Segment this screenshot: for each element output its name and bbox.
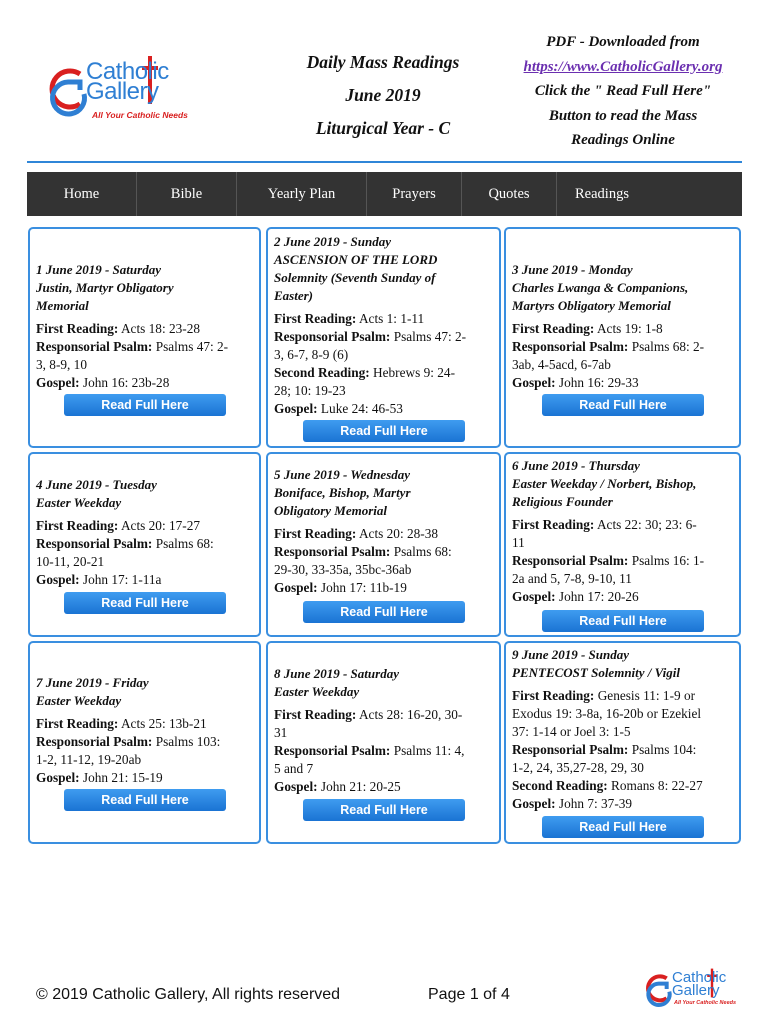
reading-reference: Acts 25: 13b-21: [120, 716, 207, 731]
reading-label: Responsorial Psalm:: [274, 743, 391, 758]
reading-line: [274, 382, 495, 400]
reading-label: First Reading:: [36, 716, 119, 731]
document-title: [268, 46, 498, 145]
reading-label: Gospel:: [36, 770, 80, 785]
footer-page-number: Page 1 of 4: [428, 986, 510, 1003]
reading-reference: Genesis 11: 1-9 or: [597, 688, 696, 703]
reading-line: [512, 687, 735, 705]
reading-line: [274, 346, 495, 364]
reading-line: [512, 570, 735, 588]
footer-copyright: © 2019 Catholic Gallery, All rights reserved: [36, 986, 341, 1003]
card-feast-title: ASCENSION OF THE LORD: [274, 252, 438, 267]
reading-label: Responsorial Psalm:: [512, 553, 629, 568]
card-feast: Memorial: [36, 298, 89, 313]
reading-reference: 29-30, 33-35a, 35bc-36ab: [274, 562, 412, 577]
card-date: 9 June 2019 - Sunday: [512, 647, 630, 662]
reading-reference: Psalms 68: 2-: [631, 339, 705, 354]
reading-line: [512, 759, 735, 777]
reading-label: Responsorial Psalm:: [512, 339, 629, 354]
read-full-here-button[interactable]: Read Full Here: [64, 789, 226, 811]
reading-label: Responsorial Psalm:: [36, 536, 153, 551]
card-date: 7 June 2019 - Friday: [36, 675, 149, 690]
reading-line: [36, 535, 255, 553]
reading-label: Responsorial Psalm:: [36, 734, 153, 749]
reading-label: Gospel:: [36, 375, 80, 390]
reading-reference: 31: [274, 725, 288, 740]
reading-label: Responsorial Psalm:: [36, 339, 153, 354]
card-feast: Boniface, Bishop, Martyr: [274, 485, 411, 500]
reading-line: [274, 543, 495, 561]
reading-reference: Psalms 11: 4,: [393, 743, 465, 758]
card-date: 3 June 2019 - Monday: [512, 262, 633, 277]
reading-label: Responsorial Psalm:: [274, 544, 391, 559]
reading-label: Gospel:: [274, 779, 318, 794]
nav-item-quotes[interactable]: Quotes: [462, 172, 557, 216]
nav-item-bible[interactable]: Bible: [137, 172, 237, 216]
card-date: 1 June 2019 - Saturday: [36, 262, 161, 277]
card-feast: Martyrs Obligatory Memorial: [512, 298, 671, 313]
reading-line: [512, 777, 735, 795]
footer-logo-tagline: All Your Catholic Needs: [674, 1000, 737, 1006]
reading-reference: 5 and 7: [274, 761, 314, 776]
reading-reference: Exodus 19: 3-8a, 16-20b or Ezekiel: [512, 706, 702, 721]
reading-reference: 3, 8-9, 10: [36, 357, 87, 372]
reading-reference: 3, 6-7, 8-9 (6): [274, 347, 349, 362]
reading-reference: Psalms 68:: [155, 536, 214, 551]
reading-reference: Acts 22: 30; 23: 6-: [596, 517, 697, 532]
card-feast: Solemnity (Seventh Sunday of: [274, 270, 436, 285]
footer-logo[interactable]: [640, 968, 752, 1016]
reading-label: First Reading:: [512, 321, 595, 336]
nav-item-home[interactable]: Home: [27, 172, 137, 216]
reading-line: [512, 723, 735, 741]
nav-bar: [27, 172, 742, 216]
reading-line: [274, 742, 495, 760]
reading-reference: Hebrews 9: 24-: [373, 365, 455, 380]
card-feast: Easter Weekday: [36, 495, 122, 510]
card-date: 4 June 2019 - Tuesday: [36, 477, 157, 492]
reading-label: First Reading:: [274, 526, 357, 541]
title-line-1: Daily Mass Readings: [306, 52, 460, 72]
reading-line: [274, 724, 495, 742]
read-full-here-button[interactable]: Read Full Here: [303, 420, 465, 442]
nav-item-yearly-plan[interactable]: Yearly Plan: [237, 172, 367, 216]
card-date: 8 June 2019 - Saturday: [274, 666, 399, 681]
reading-line: [36, 320, 255, 338]
reading-reference: John 17: 11b-19: [320, 580, 407, 595]
card-feast: Easter Weekday / Norbert, Bishop,: [512, 476, 697, 491]
reading-label: First Reading:: [512, 517, 595, 532]
reading-reference: 28; 10: 19-23: [274, 383, 346, 398]
reading-reference: John 7: 37-39: [558, 796, 633, 811]
nav-item-prayers[interactable]: Prayers: [367, 172, 462, 216]
reading-reference: Acts 20: 28-38: [358, 526, 438, 541]
reading-line: [36, 374, 255, 392]
website-link[interactable]: https://www.CatholicGallery.org: [523, 58, 723, 75]
reading-reference: Psalms 47: 2-: [155, 339, 229, 354]
reading-card: [28, 452, 261, 637]
logo-tagline: All Your Catholic Needs: [92, 110, 188, 120]
reading-label: First Reading:: [274, 707, 357, 722]
pdf-note-line-3: Click the " Read Full Here": [534, 83, 712, 99]
reading-card: [266, 452, 501, 637]
reading-line: [36, 715, 255, 733]
reading-line: [274, 525, 495, 543]
card-feast: Easter Weekday: [36, 693, 122, 708]
reading-reference: Psalms 103:: [155, 734, 221, 749]
reading-card: [266, 641, 501, 844]
reading-label: Gospel:: [512, 796, 556, 811]
reading-reference: 2a and 5, 7-8, 9-10, 11: [512, 571, 632, 586]
card-feast: Charles Lwanga & Companions,: [512, 280, 689, 295]
card-date: 6 June 2019 - Thursday: [512, 458, 640, 473]
reading-label: First Reading:: [36, 321, 119, 336]
reading-line: [274, 310, 495, 328]
read-full-here-button[interactable]: Read Full Here: [542, 610, 704, 632]
reading-reference: 3ab, 4-5acd, 6-7ab: [512, 357, 611, 372]
reading-line: [36, 733, 255, 751]
title-line-3: Liturgical Year - C: [315, 118, 451, 138]
reading-line: [36, 517, 255, 535]
card-feast: PENTECOST Solemnity / Vigil: [512, 665, 680, 680]
pdf-note: [500, 30, 746, 153]
reading-line: [274, 364, 495, 382]
reading-card: [28, 227, 261, 448]
header-divider: [27, 161, 742, 163]
reading-reference: Acts 18: 23-28: [120, 321, 200, 336]
card-feast: Justin, Martyr Obligatory: [36, 280, 174, 295]
pdf-note-line-1: PDF - Downloaded from: [546, 34, 700, 50]
pdf-note-line-5: Readings Online: [571, 132, 675, 148]
reading-line: [512, 516, 735, 534]
reading-reference: Psalms 104:: [631, 742, 697, 757]
reading-line: [36, 338, 255, 356]
reading-card: [504, 452, 741, 637]
reading-reference: 37: 1-14 or Joel 3: 1-5: [512, 724, 631, 739]
pdf-note-line-4: Button to read the Mass: [548, 107, 698, 124]
reading-reference: Psalms 68:: [393, 544, 452, 559]
reading-reference: Psalms 47: 2-: [393, 329, 467, 344]
reading-line: [36, 356, 255, 374]
reading-line: [36, 769, 255, 787]
reading-label: Gospel:: [274, 580, 318, 595]
reading-line: [274, 778, 495, 796]
logo-wordmark: Catholic Gallery: [86, 58, 169, 105]
reading-line: [36, 571, 255, 589]
reading-line: [512, 356, 735, 374]
catholic-gallery-logo[interactable]: [40, 60, 220, 130]
reading-label: Gospel:: [512, 375, 556, 390]
reading-line: [36, 751, 255, 769]
reading-reference: Acts 28: 16-20, 30-: [358, 707, 463, 722]
reading-card: [28, 641, 261, 844]
read-full-here-button[interactable]: Read Full Here: [303, 601, 465, 623]
read-full-here-button[interactable]: Read Full Here: [64, 592, 226, 614]
reading-reference: Psalms 16: 1-: [631, 553, 705, 568]
reading-label: First Reading:: [36, 518, 119, 533]
reading-reference: John 16: 29-33: [558, 375, 639, 390]
footer-logo-wordmark: Catholic Gallery: [672, 969, 727, 999]
reading-label: Second Reading:: [274, 365, 370, 380]
reading-label: First Reading:: [512, 688, 595, 703]
reading-line: [512, 374, 735, 392]
reading-reference: John 21: 15-19: [82, 770, 163, 785]
read-full-here-button[interactable]: Read Full Here: [303, 799, 465, 821]
reading-label: Gospel:: [274, 401, 318, 416]
reading-label: Second Reading:: [512, 778, 608, 793]
reading-reference: Acts 1: 1-11: [358, 311, 425, 326]
reading-card: [504, 641, 741, 844]
reading-label: Gospel:: [36, 572, 80, 587]
reading-line: [512, 741, 735, 759]
reading-label: Responsorial Psalm:: [274, 329, 391, 344]
card-date: 5 June 2019 - Wednesday: [274, 467, 411, 482]
card-date: 2 June 2019 - Sunday: [274, 234, 392, 249]
card-feast: Obligatory Memorial: [274, 503, 388, 518]
reading-reference: 1-2, 11-12, 19-20ab: [36, 752, 142, 767]
reading-line: [274, 328, 495, 346]
reading-reference: John 17: 1-11a: [82, 572, 162, 587]
reading-reference: 11: [512, 535, 525, 550]
reading-line: [512, 534, 735, 552]
reading-line: [512, 320, 735, 338]
read-full-here-button[interactable]: Read Full Here: [542, 394, 704, 416]
reading-reference: 10-11, 20-21: [36, 554, 105, 569]
card-feast: Religious Founder: [512, 494, 613, 509]
reading-reference: Acts 19: 1-8: [596, 321, 663, 336]
reading-line: [512, 588, 735, 606]
card-feast: Easter Weekday: [274, 684, 360, 699]
reading-line: [36, 553, 255, 571]
reading-line: [274, 400, 495, 418]
card-feast: Easter): [274, 288, 313, 303]
read-full-here-button[interactable]: Read Full Here: [64, 394, 226, 416]
reading-reference: Acts 20: 17-27: [120, 518, 200, 533]
reading-reference: John 17: 20-26: [558, 589, 639, 604]
reading-card: [504, 227, 741, 448]
reading-reference: John 16: 23b-28: [82, 375, 170, 390]
reading-reference: Luke 24: 46-53: [320, 401, 403, 416]
title-line-2: June 2019: [345, 85, 421, 105]
reading-line: [512, 338, 735, 356]
reading-reference: Romans 8: 22-27: [611, 778, 703, 793]
reading-line: [512, 552, 735, 570]
reading-line: [274, 579, 495, 597]
reading-label: First Reading:: [274, 311, 357, 326]
reading-line: [274, 706, 495, 724]
reading-label: Responsorial Psalm:: [512, 742, 629, 757]
reading-line: [274, 760, 495, 778]
reading-reference: John 21: 20-25: [320, 779, 401, 794]
reading-line: [512, 705, 735, 723]
reading-card: [266, 227, 501, 448]
read-full-here-button[interactable]: Read Full Here: [542, 816, 704, 838]
nav-item-readings[interactable]: Readings: [575, 186, 629, 202]
reading-reference: 1-2, 24, 35,27-28, 29, 30: [512, 760, 644, 775]
reading-line: [274, 561, 495, 579]
reading-line: [512, 795, 735, 813]
reading-label: Gospel:: [512, 589, 556, 604]
